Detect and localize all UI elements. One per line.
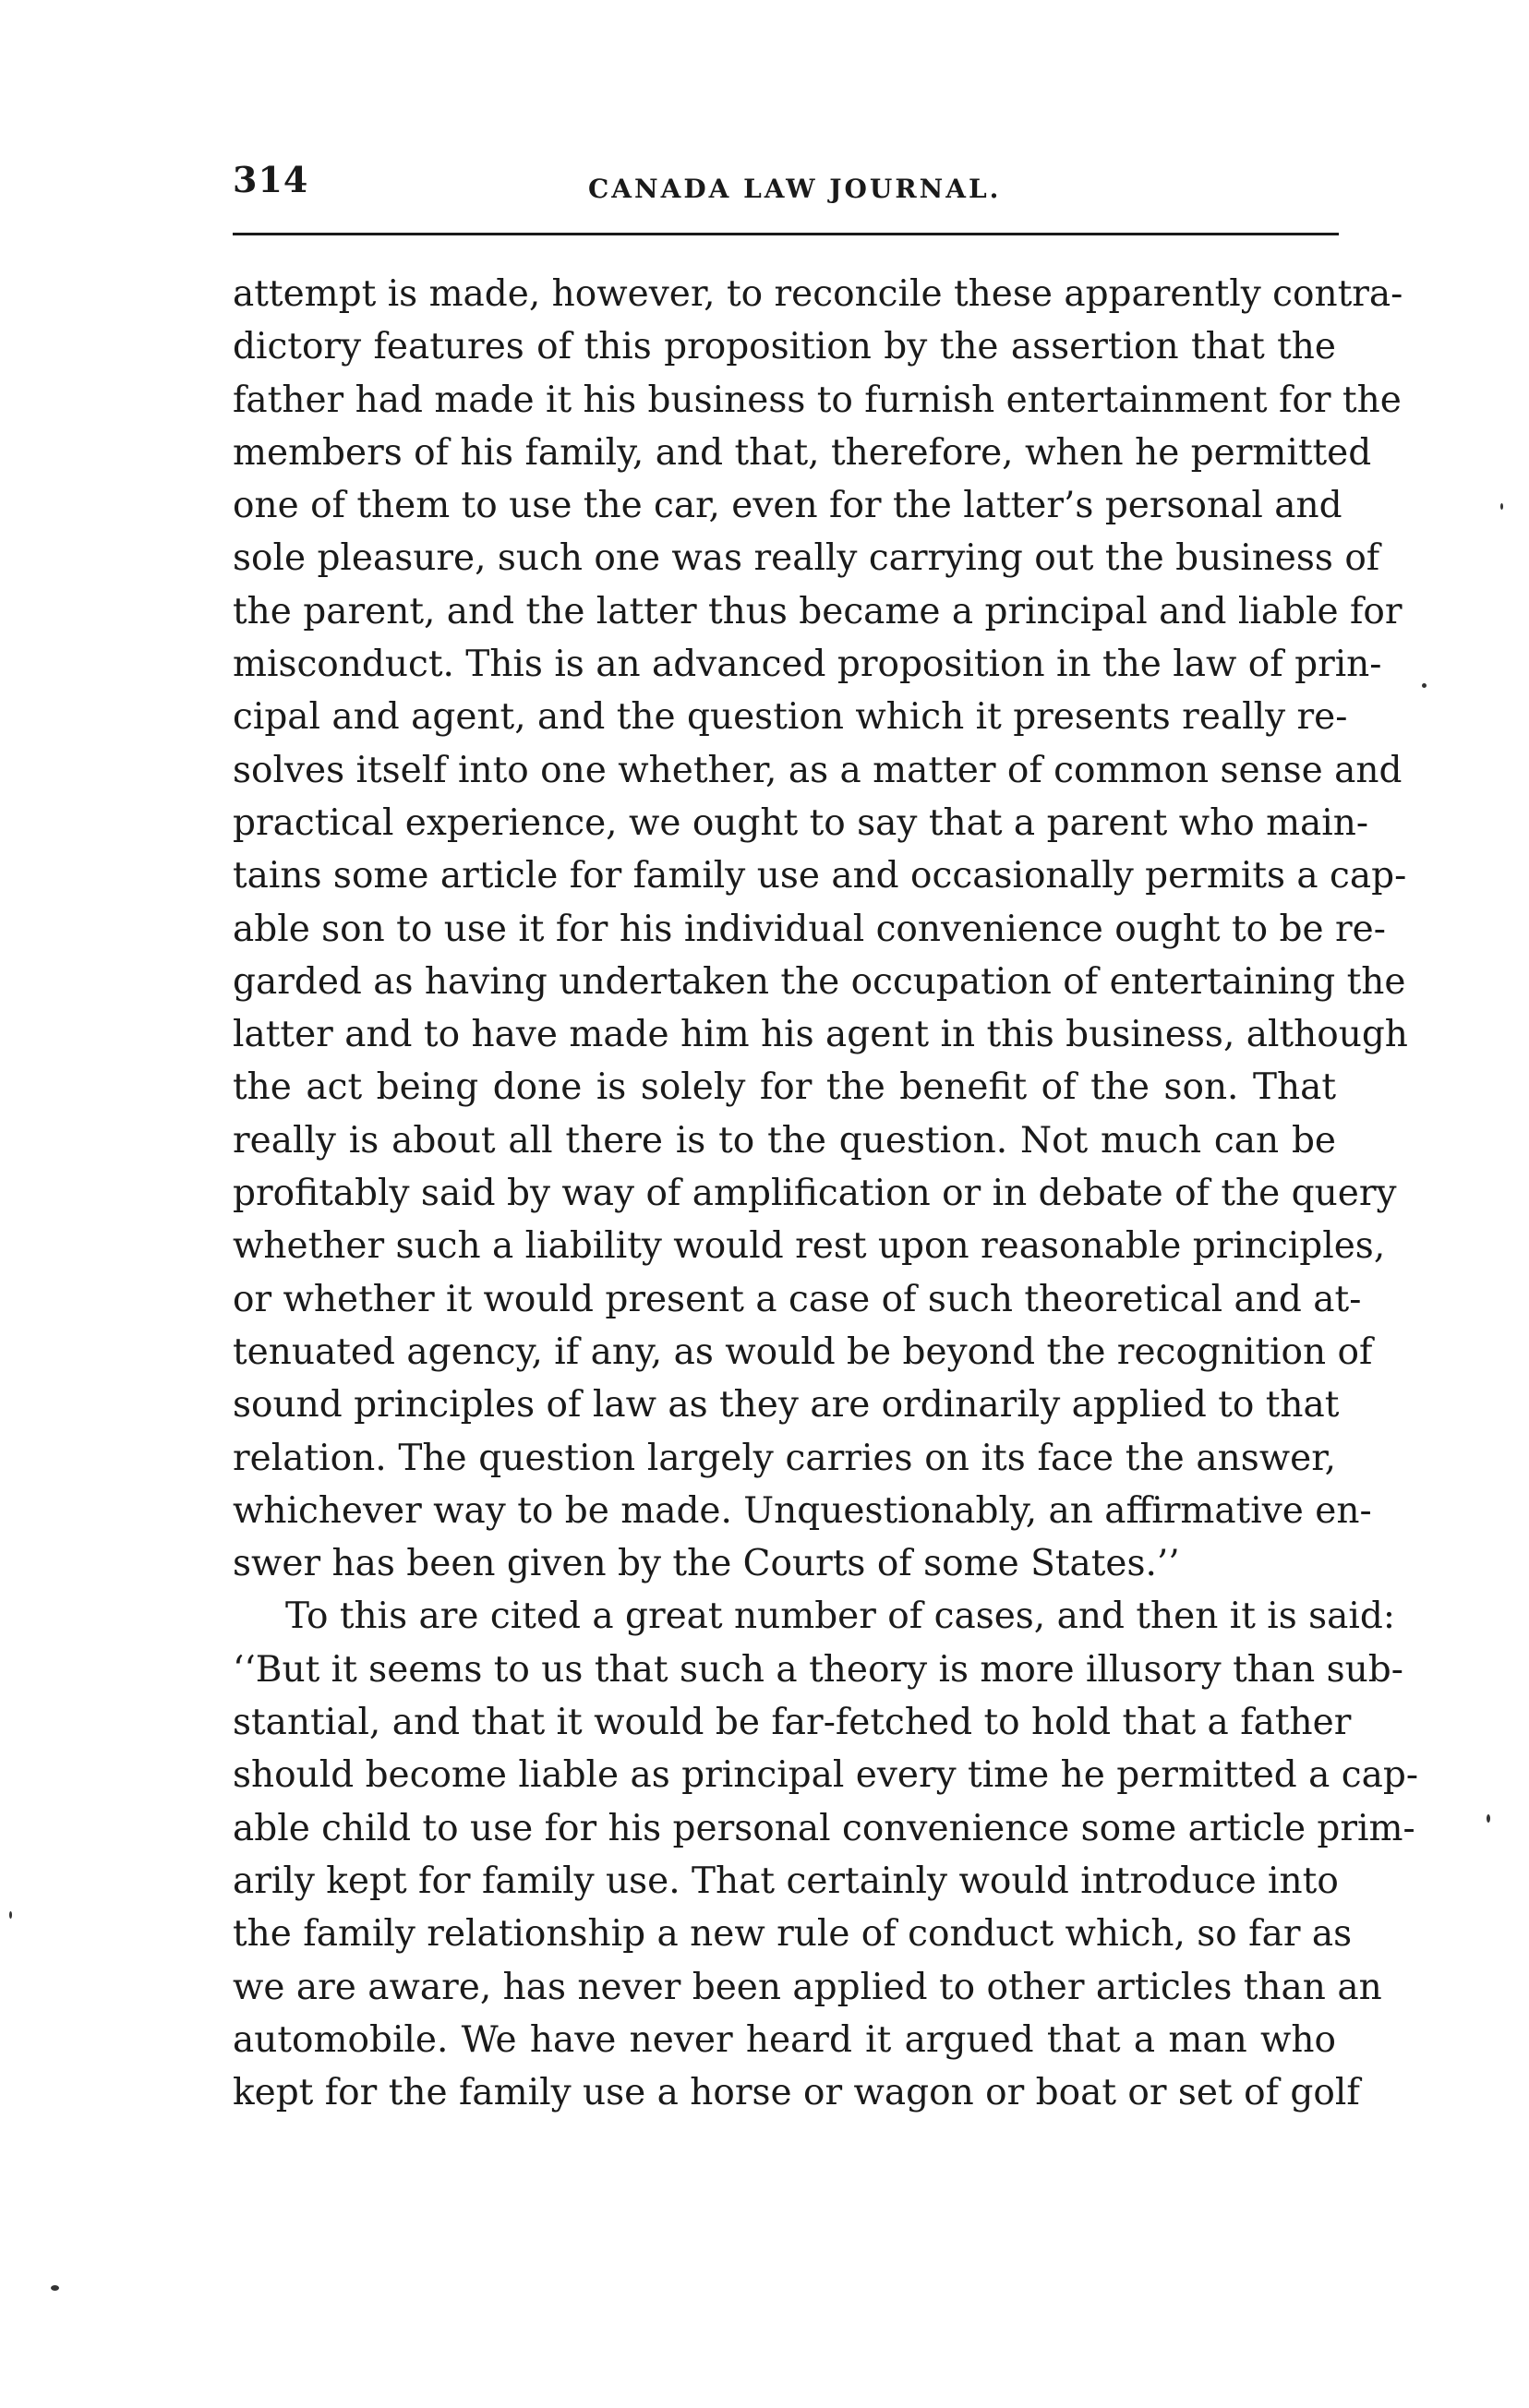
text-line: should become liable as principal every time he permitted a cap-: [233, 1754, 1419, 1797]
text-line: cipal and agent, and the question which it presents really re-: [233, 696, 1348, 739]
text-line: attempt is made, however, to reconcile these apparently contra-: [233, 273, 1403, 315]
text-line: tains some article for family use and occasionally permits a cap-: [233, 855, 1407, 897]
text-line: able son to use it for his individual convenience ought to be re-: [233, 908, 1386, 950]
text-line: swer has been given by the Courts of some States.’’: [233, 1543, 1180, 1585]
text-line: able child to use for his personal convenience some article prim-: [233, 1807, 1415, 1849]
text-line: sole pleasure, such one was really carrying out the business of: [233, 537, 1380, 580]
text-line: one of them to use the car, even for the latter’s personal and: [233, 485, 1342, 527]
text-line: kept for the family use a horse or wagon or boat or set of golf: [233, 2072, 1360, 2114]
text-line: relation. The question largely carries on its face the answer,: [233, 1437, 1336, 1479]
scan-speck: [51, 2285, 59, 2291]
text-line: the parent, and the latter thus became a principal and liable for: [233, 590, 1403, 632]
text-line: the act being done is solely for the benefit of the son. That: [233, 1066, 1336, 1109]
header-rule: [233, 233, 1339, 235]
text-line: ‘‘But it seems to us that such a theory is more illusory than sub-: [233, 1648, 1403, 1691]
text-line: really is about all there is to the question. Not much can be: [233, 1119, 1336, 1162]
page-number: 314: [233, 159, 309, 200]
text-line: we are aware, has never been applied to other articles than an: [233, 1966, 1382, 2008]
scan-speck: [9, 1911, 12, 1919]
text-line: members of his family, and that, therefore, when he permitted: [233, 431, 1372, 474]
text-line: profitably said by way of amplification or in debate of the query: [233, 1173, 1397, 1215]
text-line: garded as having undertaken the occupation of entertaining the: [233, 960, 1406, 1003]
scan-speck: [1422, 683, 1427, 688]
text-line: practical experience, we ought to say that a parent who main-: [233, 801, 1369, 844]
running-head: CANADA LAW JOURNAL.: [588, 174, 1002, 204]
text-line: automobile. We have never heard it argued that a man who: [233, 2018, 1336, 2061]
text-line: arily kept for family use. That certainly would introduce into: [233, 1860, 1339, 1902]
page-header: [233, 155, 1341, 220]
text-line: dictory features of this proposition by the assertion that the: [233, 326, 1336, 368]
scan-speck: [1487, 1814, 1490, 1823]
text-line: latter and to have made him his agent in this business, although: [233, 1014, 1408, 1056]
text-line: misconduct. This is an advanced proposition in the law of prin-: [233, 644, 1382, 686]
text-line: tenuated agency, if any, as would be beyond the recognition of: [233, 1330, 1373, 1373]
text-line: To this are cited a great number of cases, and then it is said:: [285, 1595, 1395, 1638]
scan-speck: [1500, 503, 1503, 510]
text-line: whether such a liability would rest upon reasonable principles,: [233, 1225, 1386, 1268]
text-line: the family relationship a new rule of conduct which, so far as: [233, 1913, 1353, 1956]
body-text: [233, 268, 1419, 2119]
text-line: whichever way to be made. Unquestionably, an affirmative en-: [233, 1489, 1372, 1532]
text-line: sound principles of law as they are ordinarily applied to that: [233, 1384, 1340, 1427]
text-line: solves itself into one whether, as a matter of common sense and: [233, 749, 1403, 791]
text-line: or whether it would present a case of such theoretical and at-: [233, 1278, 1362, 1320]
text-line: stantial, and that it would be far-fetched to hold that a father: [233, 1702, 1352, 1744]
text-line: father had made it his business to furnish entertainment for the: [233, 379, 1402, 421]
